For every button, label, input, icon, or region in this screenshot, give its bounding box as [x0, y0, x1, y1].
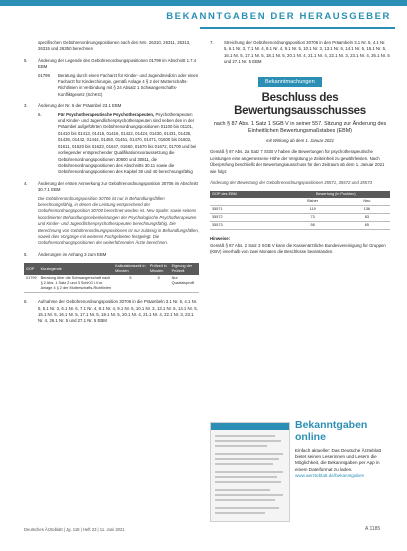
table-header-row: GOP Kurzlegende Kalkulationszeit in Minuten Prüfzeit in Minuten Eignung der Prüfzeit — [24, 263, 199, 275]
section-header-title: BEKANNTGABEN DER HERAUSGEBER — [166, 11, 391, 22]
effective-date: mit Wirkung ab dem 1. Januar 2021 — [265, 138, 335, 144]
table-subheader-row: Bisher Neu — [210, 198, 390, 206]
sub-entry: 01799 Beratung durch einen Facharzt für Kinder- und Jugendmedizin oder einen Facharzt für Kinderchirurgie, gemäß Anlage 4 § 2 der Mutterschafts-Richtlinien in Verbindung mit § 24 Absatz 1 Schwangerschafts-Konfliktgesetz (SchKG) — [38, 72, 199, 97]
table-header-row: GOP des EBM Bewertung (in Punkten) — [210, 191, 390, 198]
footer-citation: Deutsches Ärzteblatt | Jg. 118 | Heft 23 | 11. Juni 2021 — [24, 527, 125, 532]
magazine-thumbnail — [210, 422, 290, 522]
intro-paragraph: spezifischen Gebührenordnungspositionen nach den Nrn. 26310, 26311, 26313, 26315 und 26350 berechnen — [38, 40, 191, 52]
list-item-5b: 5. Änderungen im Anhang 3 zum EBM — [24, 251, 107, 257]
table-row: 35571 119 136 — [210, 206, 390, 214]
announcement-tab: Bekanntmachungen — [258, 77, 322, 87]
table-row: 01799 Beratung über die Schwangerschaft nach § 2 Abs. 1 Satz 2 und 3 SchKG i.V.m. Anlage 4 § 2 der Mutterschafts-Richtlinien 5 5 Nur Quartalsprofil — [24, 275, 199, 293]
list-item-4: 4. Änderung der ersten Anmerkung zur Gebührenordnungsposition 30706 im Abschnitt 30.7.1 EBM Die Gebührenordnungsposition 30706 ist nur in Behandlungsfällen berechnungsfähig, in denen die Leistung entsprechend der Gebührenordnungsposition 30700 berechnet worden ist. Neu-Spalte: sowie seitens koordinierter Behandlungsnebenleistungen der Psychologische Psychotherapeuten und Kinder- und Jugendlichenpsychotherapeuten berechnungsfähig. Die Berechnung von Gebührenordnungspositionen ist nur zulässig in Behandlungsfällen, soweit dies Vorgänge mit weiteren Fachgebieten festgelegt. Die Gebührenordnungspositionen der weiterführenden Ärzte berechnen. — [24, 180, 200, 246]
table-row: 35573 58 65 — [210, 222, 390, 230]
list-item-5: 5. Änderung der Legende des Gebührenordnungspositionen 01799 im Abschnitt 1.7.4 EBM 01799 Beratung durch einen Facharzt für Kinder- und Jugendmedizin oder einen Facharzt für Kinderchirurgie, gemäß Anlage 4 § 2 der Mutterschafts-Richtlinien in Verbindung mit § 24 Absatz 1 Schwangerschafts-Konfliktgesetz (SchKG) — [24, 57, 199, 97]
promo-text: Einfach aktueller: Das Deutsche Ärzteblatt bietet seinen Leserinnen und Lesern die Möglichkeit, die Bekanntgaben per App in einem Dateiformat zu laden. www.aerzteblatt.de/bekanntgaben — [295, 448, 382, 478]
page-number: A 1185 — [365, 526, 381, 532]
resolution-subtitle: nach § 87 Abs. 1 Satz 1 SGB V in seiner 557. Sitzung zur Änderung des Einheitlichen Bewertungsmaßstabes (EBM) — [213, 121, 387, 135]
list-item-3: 3. Änderung der Nr. 6 der Präambel 23.1 EBM 6. Für Psychotherapeutische Psychotherapeuten, Psychotherapeuten und Kinder- und Jugendlichenpsychotherapeuten sind neben den in der Präambel aufgeführten Gebührenordnungspositionen 01100 bis 01101, 01410 bis 01413, 01415, 01416, 01422, 01424, 01430, 01431, 01435, 01436, 01442, 01444, 01450, 01451, 01470, 01471, 01600 bis 01602, 01611, 01620 bis 01623, 01647, 01660, 01670 bis 01672, 01700 und bei vorliegender entsprechender Qualifikationsvoraussetzung die Gebührenordnungspositionen 30800 und 30811, die Gebührenordnungspositionen des Abschnitts 30.11 sowie die Gebührenordnungspositionen des Kapitel 35 und 40 berechnungsfähig — [24, 103, 199, 175]
valuation-table — [210, 191, 390, 230]
table-row: 35572 73 83 — [210, 214, 390, 222]
sub-entry: 6. Für Psychotherapeutische Psychotherapeuten, Psychotherapeuten und Kinder- und Jugendlichenpsychotherapeuten sind neben den in der Präambel aufgeführten Gebührenordnungspositionen 01100 bis 01101, 01410 bis 01413, 01415, 01416, 01422, 01424, 01430, 01431, 01435, 01436, 01442, 01444, 01450, 01451, 01470, 01471, 01600 bis 01602, 01611, 01620 bis 01623, 01647, 01660, 01670 bis 01672, 01700 und bei vorliegender entsprechender Qualifikationsvoraussetzung die Gebührenordnungspositionen 30800 und 30811, die Gebührenordnungspositionen des Abschnitts 30.11 sowie die Gebührenordnungspositionen des Kapitel 35 und 40 berechnungsfähig — [38, 111, 197, 175]
list-item-7: 7. Streichung der Gebührenordnungsposition 30706 in den Präambeln 3.1 Nr. 5, 4.1 Nr. 5, 6.1 Nr. 3, 7.1 Nr. 4, 8.1 Nr. 4, 9.1 Nr. 5, 10.1 Nr. 3, 13.1 Nr. 6, 14.1 Nr. 5, 15.1 Nr. 5, 16.1 Nr. 5, 17.1 Nr. 5, 18.1 Nr. 5, 20.1 Nr. 4, 21.1 Nr. 4, 22.1 Nr. 3, 23.1 Nr. 4, 26.1 Nr. 5 und 27.1 Nr. 5 EBM — [210, 40, 390, 65]
gop-table — [24, 263, 199, 293]
promo-link[interactable]: www.aerzteblatt.de/bekanntgaben — [295, 472, 365, 478]
protocol-note: Hinweise: Gemäß § 87 Abs. 2 Satz 3 SGB V kann die Kassenärztliche Bundesvereinigung für Gruppen (KBV) innerhalb von zwei Monaten die Beschlüsse beanstanden. — [210, 236, 386, 255]
right-column — [210, 40, 390, 261]
promo-title: Bekanntgaben online — [295, 419, 368, 443]
change-heading: Änderung der Bewertung der Gebührenordnungspositionen 35571, 35572 und 35573 — [210, 180, 372, 186]
intro-paragraph-right: Gemäß § 87 Abs. 2a Satz 7 SGB V haben die Bewertungen für psychotherapeutische Leistungen eine angemessene Höhe der Vergütung je Zeiteinheit zu gewährleisten. Nach Überprüfung beschließt der Bewertungsausschuss für den Zeitraum ab dem 1. Januar 2021 wie folgt: — [210, 149, 385, 174]
list-item-6: 6. Aufnahme der Gebührenordnungsposition 30706 in die Präambeln 3.1 Nr. 5, 4.1 Nr. 5, 5.1 Nr. 3, 6.1 Nr. 6, 7.1 Nr. 4, 8.1 Nr. 4, 9.1 Nr. 5, 10.1 Nr. 3, 13.1 Nr. 6, 14.1 Nr. 5, 15.1 Nr. 5, 16.1 Nr. 5, 17.1 Nr. 5, 18.1 Nr. 5, 20.1 Nr. 4, 21.1 Nr. 4, 22.1 Nr. 3, 23.1 Nr. 4, 26.1 Nr. 5 und 27.1 Nr. 5 EBM — [24, 299, 198, 324]
resolution-title: Beschluss des Bewertungsausschusses — [234, 92, 366, 118]
top-accent-bar — [0, 0, 407, 6]
left-column — [24, 40, 199, 330]
online-promo — [210, 420, 395, 520]
